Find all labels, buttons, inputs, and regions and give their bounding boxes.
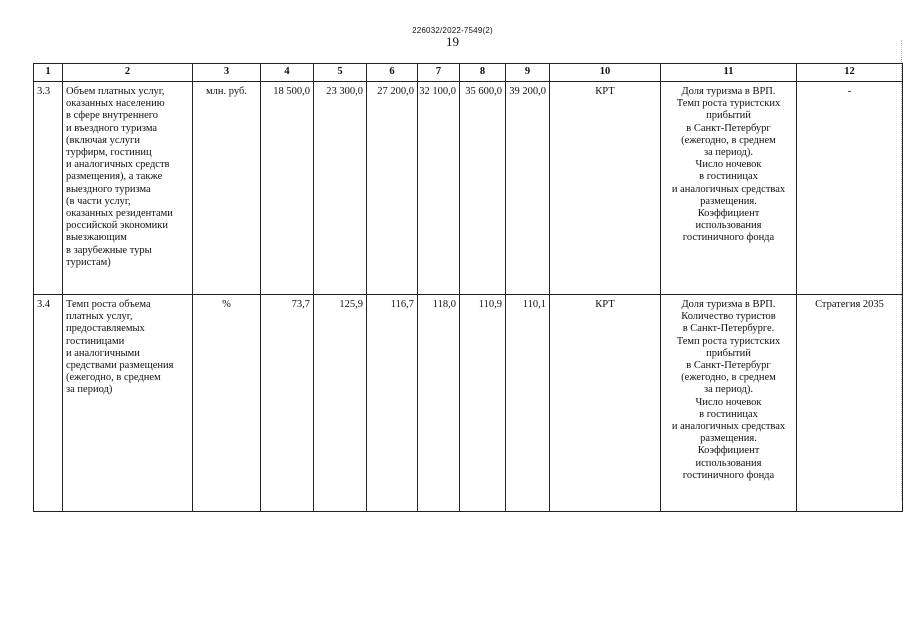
related-indicator-line: Доля туризма в ВРП. <box>681 299 776 310</box>
column-header: 1 <box>34 64 63 82</box>
indicator-name-line: выездного туризма <box>66 183 151 195</box>
value-cell: 32 100,0 <box>418 82 460 295</box>
column-header: 5 <box>314 64 367 82</box>
value-cell: 23 300,0 <box>314 82 367 295</box>
related-indicator-line: размещения. <box>700 433 757 445</box>
column-header: 9 <box>506 64 550 82</box>
indicator-name-line: выезжающим <box>66 232 127 244</box>
indicator-name-line: в сфере внутреннего <box>66 110 159 122</box>
indicator-name-line: и аналогичными <box>66 347 140 359</box>
related-indicator-line: Количество туристов <box>681 311 776 323</box>
related-indicator-line: и аналогичных средствах <box>671 421 786 433</box>
value-cell: 110,9 <box>460 295 506 512</box>
indicator-name-line: гостиницами <box>66 335 125 347</box>
related-indicator-line: использования <box>695 457 762 469</box>
table-row <box>34 295 903 512</box>
table-row <box>34 82 903 295</box>
indicator-name-line: за период) <box>66 384 113 396</box>
related-indicator-line: использования <box>695 220 762 232</box>
unit-cell: % <box>193 295 261 512</box>
related-indicator-line: размещения. <box>700 195 757 207</box>
table-header-row <box>34 64 903 82</box>
related-indicator-line: Темп роста туристских <box>676 98 781 110</box>
source-cell: КРТ <box>550 82 661 295</box>
strategy-reference-cell: Стратегия 2035 <box>797 295 903 512</box>
column-header: 6 <box>367 64 418 82</box>
value-cell: 110,1 <box>506 295 550 512</box>
related-indicator-line: за период). <box>704 384 753 396</box>
column-header: 8 <box>460 64 506 82</box>
related-indicator-line: (ежегодно, в среднем <box>681 134 776 146</box>
related-indicator-line: Доля туризма в ВРП. <box>681 86 776 97</box>
indicator-name-line: (в части услуг, <box>66 195 131 207</box>
related-indicator-line: Темп роста туристских <box>676 335 781 347</box>
indicator-name-line: средствами размещения <box>66 360 174 372</box>
value-cell: 27 200,0 <box>367 82 418 295</box>
value-cell: 118,0 <box>418 295 460 512</box>
indicator-name-line: (ежегодно, в среднем <box>66 372 161 384</box>
indicators-table <box>33 63 903 512</box>
indicator-name-line: предоставляемых <box>66 323 145 335</box>
related-indicator-line: в Санкт-Петербург <box>686 122 771 134</box>
related-indicators-cell <box>661 82 797 295</box>
column-header: 2 <box>63 64 193 82</box>
unit-cell: млн. руб. <box>193 82 261 295</box>
related-indicator-line: Коэффициент <box>697 445 760 457</box>
indicator-name-line: турфирм, гостиниц <box>66 147 152 159</box>
column-header: 7 <box>418 64 460 82</box>
value-cell: 125,9 <box>314 295 367 512</box>
column-header: 10 <box>550 64 661 82</box>
related-indicator-line: гостиничного фонда <box>682 469 775 481</box>
document-registration-code: 226032/2022-7549(2) <box>412 26 493 35</box>
related-indicator-line: в гостиницах <box>699 171 758 183</box>
indicator-name-line: размещения), а также <box>66 171 163 183</box>
indicator-name-line: оказанных населению <box>66 98 165 110</box>
related-indicator-line: в гостиницах <box>699 408 758 420</box>
source-cell: КРТ <box>550 295 661 512</box>
related-indicator-line: Число ночевок <box>695 396 762 408</box>
related-indicator-line: и аналогичных средствах <box>671 183 786 195</box>
value-cell: 39 200,0 <box>506 82 550 295</box>
indicator-name-line: и въездного туризма <box>66 122 158 134</box>
indicator-name-line: оказанных резидентами <box>66 208 173 220</box>
strategy-reference-cell: - <box>797 82 903 295</box>
related-indicator-line: в Санкт-Петербурге. <box>682 323 775 335</box>
related-indicators-cell <box>661 295 797 512</box>
indicator-name-line: (включая услуги <box>66 134 140 146</box>
value-cell: 35 600,0 <box>460 82 506 295</box>
indicator-name-cell <box>63 295 193 512</box>
column-header: 11 <box>661 64 797 82</box>
related-indicator-line: за период). <box>704 147 753 159</box>
related-indicator-line: (ежегодно, в среднем <box>681 372 776 384</box>
related-indicator-line: гостиничного фонда <box>682 232 775 244</box>
indicator-name-line: российской экономики <box>66 220 169 232</box>
indicator-name-line: платных услуг, <box>66 311 133 323</box>
indicator-name-line: и аналогичных средств <box>66 159 170 171</box>
value-cell: 18 500,0 <box>261 82 314 295</box>
related-indicator-line: в Санкт-Петербург <box>686 360 771 372</box>
related-indicator-line: Число ночевок <box>695 159 762 171</box>
indicator-name-line: в зарубежные туры <box>66 244 152 256</box>
indicator-name-line: Объем платных услуг, <box>66 86 165 97</box>
related-indicator-line: Коэффициент <box>697 208 760 220</box>
column-header: 3 <box>193 64 261 82</box>
value-cell: 116,7 <box>367 295 418 512</box>
indicator-name-line: Темп роста объема <box>66 299 151 310</box>
page-number: 19 <box>446 34 459 49</box>
row-number: 3.4 <box>34 295 63 512</box>
value-cell: 73,7 <box>261 295 314 512</box>
column-header: 4 <box>261 64 314 82</box>
related-indicator-line: прибытий <box>706 110 751 122</box>
indicator-name-cell <box>63 82 193 295</box>
row-number: 3.3 <box>34 82 63 295</box>
column-header: 12 <box>797 64 903 82</box>
related-indicator-line: прибытий <box>706 347 751 359</box>
indicator-name-line: туристам) <box>66 256 111 268</box>
